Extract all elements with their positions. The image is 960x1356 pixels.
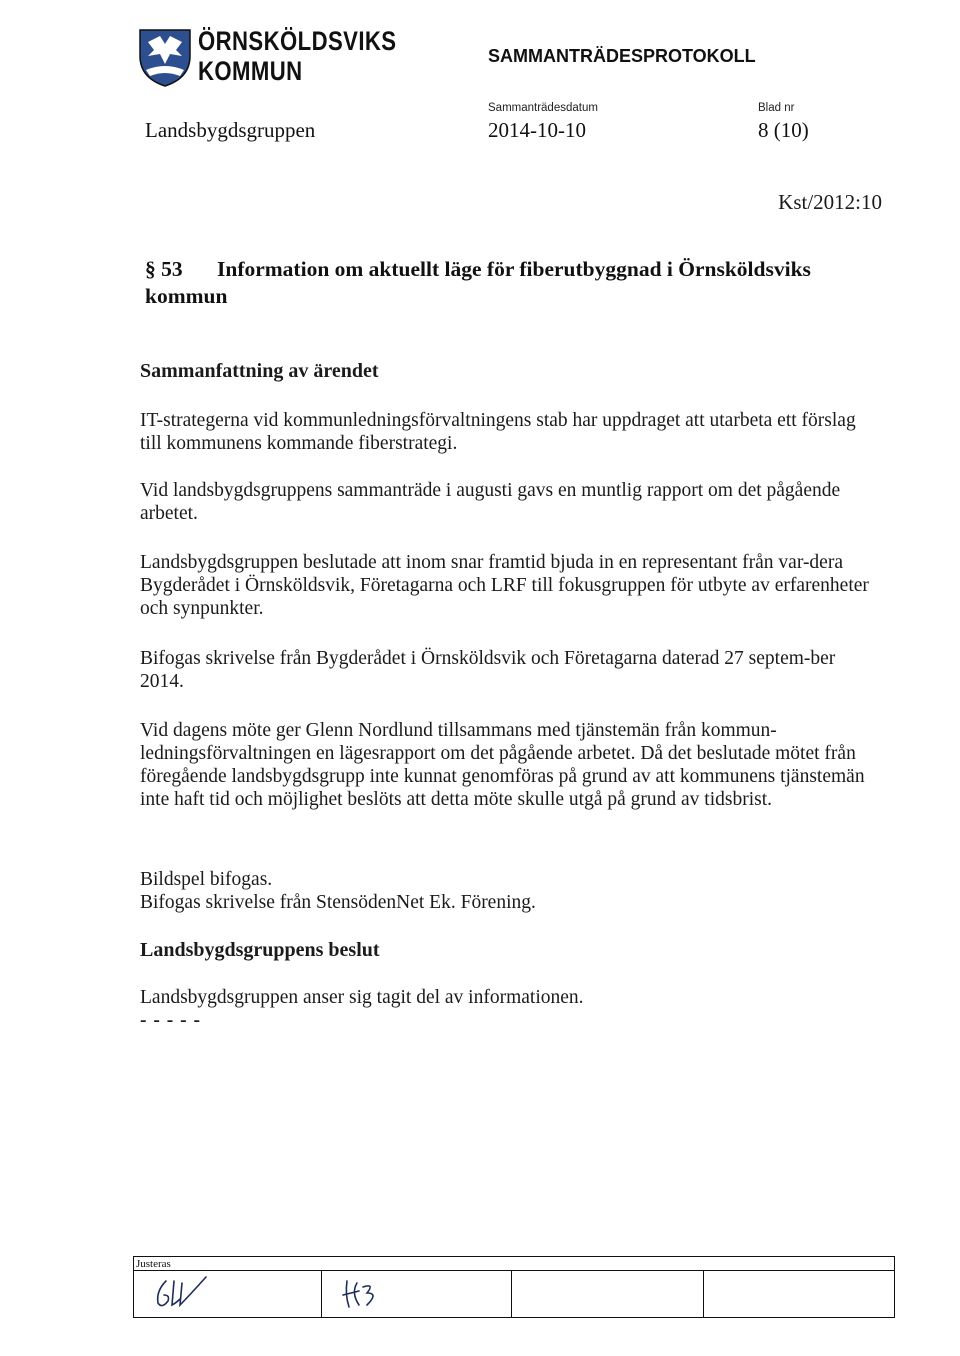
attachments-list [140,868,870,914]
paragraph-text: IT-strategerna vid kommunledningsförvaltningens stab har uppdraget att utarbeta ett förslag till kommunens kommande fiberstrategi. [140,410,856,454]
summary-paragraph [140,409,870,455]
org-name-line2: KOMMUN [198,56,303,86]
justeras-signature-box [133,1256,895,1318]
section-heading [145,256,865,310]
decision-heading [140,939,870,962]
summary-paragraph [140,719,870,811]
justeras-label: Justeras [136,1258,171,1270]
signature-box-divider [134,1270,894,1271]
coat-of-arms-icon [136,26,194,88]
page-number-label: Blad nr [758,102,795,114]
municipality-logo [136,26,397,96]
summary-heading [140,360,870,383]
paragraph-text: Vid landsbygdsgruppens sammanträde i augusti gavs en muntlig rapport om det pågående arbetet. [140,480,841,524]
document-type: SAMMANTRÄDESPROTOKOLL [488,46,756,66]
paragraph-text: Bifogas skrivelse från Bygderådet i Örnsköldsvik och Företagarna daterad 27 septem-ber 2014. [140,648,836,692]
signature-initials-2 [339,1275,389,1311]
signature-cell-divider [511,1270,512,1317]
page-number: 8 (10) [758,118,809,142]
section-title: Information om aktuellt läge för fiberutbyggnad i Örnsköldsviks kommun [145,257,811,308]
summary-paragraph [140,551,870,620]
summary-paragraph [140,479,870,525]
signature-cell-divider [321,1270,322,1317]
signature-cell-divider [703,1270,704,1317]
paragraph-text: Landsbygdsgruppen beslutade att inom snar framtid bjuda in en representant från var-dera Bygderådet i Örnsköldsvik, Företagarna och LRF till fokusgruppen för utbyte av erfarenheter och synpunkter. [140,552,869,619]
meeting-date: 2014-10-10 [488,118,586,142]
org-name-line1: ÖRNSKÖLDSVIKS [198,26,397,56]
signature-initials-1 [148,1273,218,1313]
end-mark: - - - - - [140,1010,201,1031]
municipality-name [198,26,396,86]
attachment-line: Bifogas skrivelse från StensödenNet Ek. Förening. [140,892,536,913]
paragraph-text: Vid dagens möte ger Glenn Nordlund tillsammans med tjänstemän från kommun-ledningsförvaltningen en lägesrapport om det pågående arbetet. Då det beslutade mötet från föregående landsbygdsgrupp inte kunnat genomföras på grund av att kommunens tjänstemän inte haft tid och möjlighet beslöts att detta möte skulle utgå på grund av tidsbrist. [140,720,865,810]
section-number: § 53 [145,257,183,281]
decision-text [140,986,870,1032]
date-label: Sammanträdesdatum [488,102,598,114]
committee-name: Landsbygdsgruppen [145,118,316,142]
case-reference: Kst/2012:10 [778,190,882,214]
decision-heading-text: Landsbygdsgruppens beslut [140,939,380,961]
attachment-line: Bildspel bifogas. [140,869,273,890]
decision-text-line: Landsbygdsgruppen anser sig tagit del av informationen. [140,987,584,1008]
summary-paragraph [140,647,870,693]
summary-heading-text: Sammanfattning av ärendet [140,360,379,382]
